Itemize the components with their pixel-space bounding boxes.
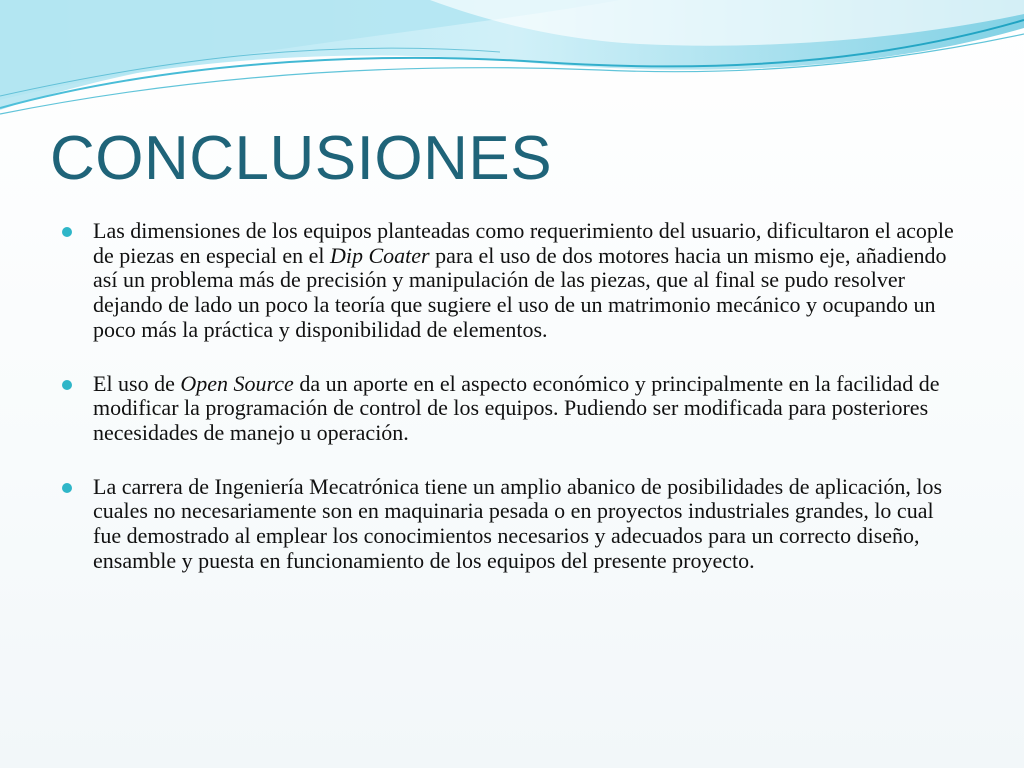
header-wave-decoration — [0, 0, 1024, 120]
bullet-dot-icon — [62, 483, 72, 493]
bullet-item-2 — [60, 372, 960, 446]
bullet-text: El uso de Open Source da un aporte en el aspecto económico y principalmente en la facilidad de modificar la programación de control de los equipos. Pudiendo ser modificada para posteriores necesidades de manejo u operación. — [93, 370, 940, 445]
conclusions-list — [60, 219, 960, 602]
bullet-dot-icon — [62, 227, 72, 237]
bullet-item-3 — [60, 475, 960, 574]
bullet-text: La carrera de Ingeniería Mecatrónica tiene un amplio abanico de posibilidades de aplicación, los cuales no necesariamente son en maquinaria pesada o en proyectos industriales grandes, lo cual fue demostrado al emplear los conocimientos necesarios y adecuados para un correcto diseño, ensamble y puesta en funcionamiento de los equipos del presente proyecto. — [93, 473, 943, 573]
bullet-text: Las dimensiones de los equipos planteadas como requerimiento del usuario, dificultaron el acople de piezas en especial en el Dip Coater para el uso de dos motores hacia un mismo eje, añadiendo así un problema más de precisión y manipulación de las piezas, que al final se pudo resolver dejando de lado un poco la teoría que sugiere el uso de un matrimonio mecánico y ocupando un poco más la práctica y disponibilidad de elementos. — [93, 218, 954, 342]
slide-title: CONCLUSIONES — [50, 124, 553, 193]
bullet-item-1 — [60, 219, 960, 343]
bullet-dot-icon — [62, 380, 72, 390]
